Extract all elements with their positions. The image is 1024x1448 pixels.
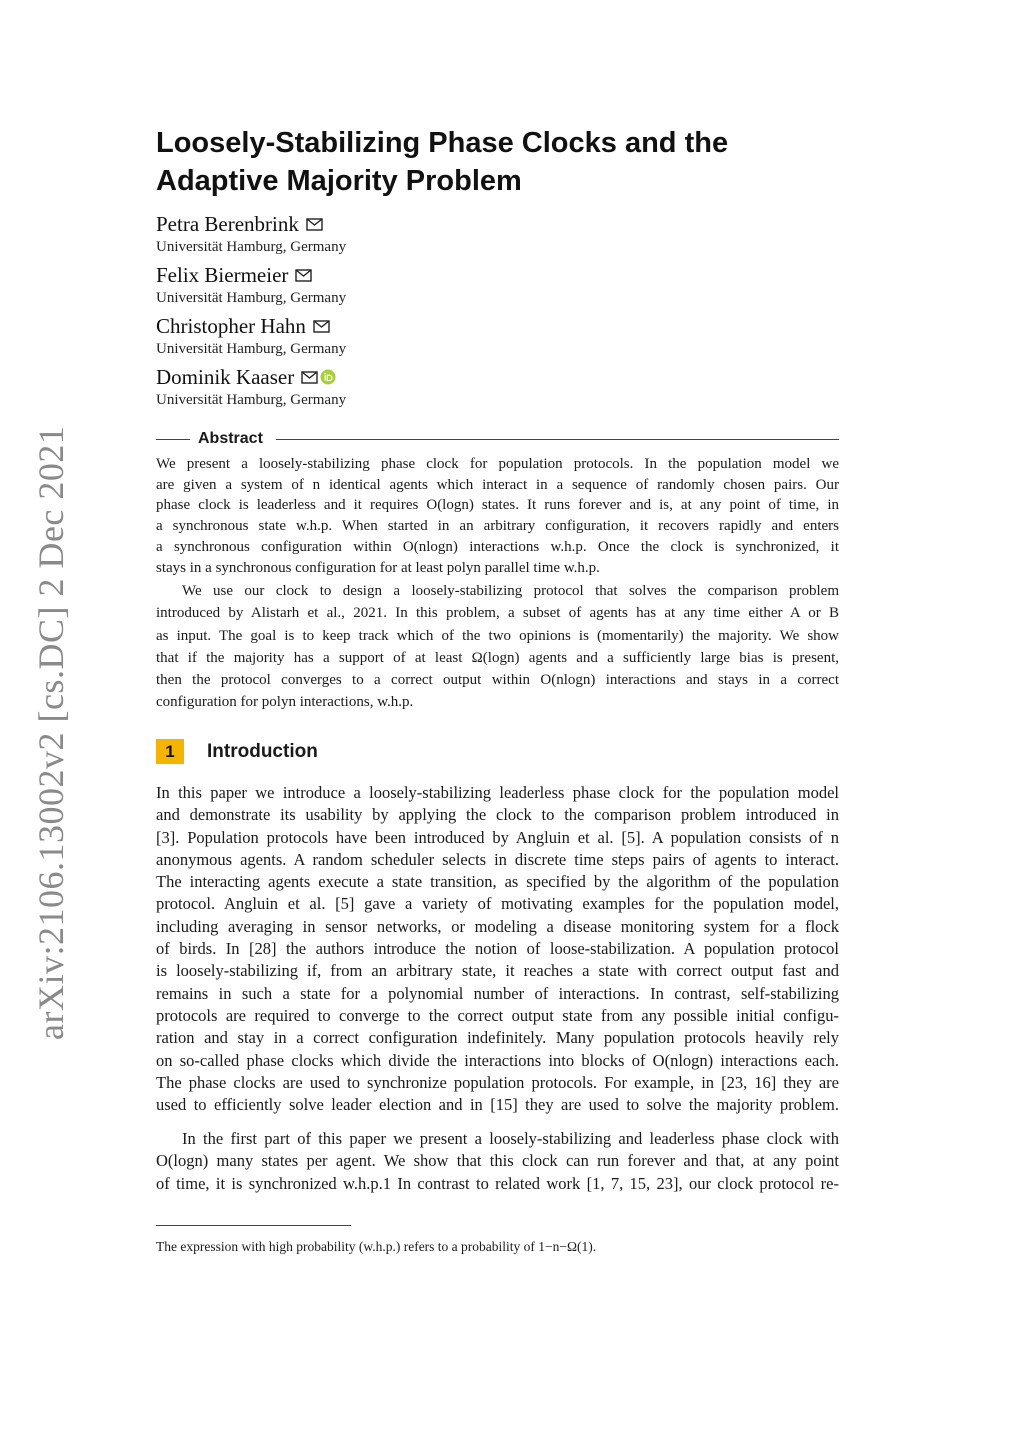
email-icon[interactable] [301, 371, 318, 384]
text-line: The phase clocks are used to synchronize population protocols. For example, in [23, 16] they are [156, 1072, 839, 1092]
text-line: In this paper we introduce a loosely-stabilizing leaderless phase clock for the population model [156, 783, 839, 802]
email-icon[interactable] [313, 320, 330, 333]
text-line: We present a loosely-stabilizing phase clock for population protocols. In the population model we [156, 456, 839, 472]
text-line: In the first part of this paper we present a loosely-stabilizing and leaderless phase clock with [182, 1129, 839, 1148]
text-line: as input. The goal is to keep track which of the two opinions is (momentarily) the majority. We show [156, 627, 839, 644]
text-line: phase clock is leaderless and it requires O(logn) states. It runs forever and is, at any point of time, in [156, 497, 839, 514]
author-affiliation: Universität Hamburg, Germany [156, 392, 347, 408]
section-number: 1 [156, 739, 184, 764]
paper-title [156, 124, 856, 200]
text-line: configuration for polyn interactions, w.h.p. [156, 694, 414, 711]
author-name: Petra Berenbrink [156, 212, 299, 236]
author-affiliation: Universität Hamburg, Germany [156, 290, 347, 306]
author-block [156, 364, 346, 410]
text-line: a synchronous state w.h.p. When started in an arbitrary configuration, it recovers rapidly and enters [156, 518, 839, 535]
rule-right [276, 439, 839, 440]
text-line: protocol. Angluin et al. [5] gave a variety of motivating examples for the population model, [156, 894, 839, 914]
title-line-1: Loosely-Stabilizing Phase Clocks and the [156, 127, 729, 159]
text-line: ration and stay in a correct configuration indefinitely. Many population protocols heavily rely [156, 1028, 839, 1048]
text-line: introduced by Alistarh et al., 2021. In this problem, a subset of agents has at any time either A or B [156, 605, 839, 622]
footnote-rule [156, 1225, 351, 1226]
text-line: [3]. Population protocols have been introduced by Angluin et al. [5]. A population consists of n [156, 827, 839, 847]
author-name: Felix Biermeier [156, 263, 289, 287]
text-line: a synchronous configuration within O(nlogn) interactions w.h.p. Once the clock is synchronized, it [156, 538, 839, 555]
text-line: of time, it is synchronized w.h.p.1 In contrast to related work [1, 7, 15, 23], our clock protocol re- [156, 1173, 839, 1193]
text-line: protocols are required to converge to the correct output state from any possible initial configu- [156, 1005, 839, 1025]
text-line: used to efficiently solve leader election and in [15] they are used to solve the majority problem. [156, 1095, 839, 1115]
intro-paragraph-2 [156, 1128, 839, 1195]
text-line: is loosely-stabilizing if, from an arbitrary state, it reaches a state with correct output fast and [156, 961, 839, 981]
abstract-label: Abstract [198, 430, 263, 447]
text-line: anonymous agents. A random scheduler selects in discrete time steps pairs of agents to interact. [156, 849, 839, 869]
section-title: Introduction [207, 740, 318, 762]
author-block [156, 262, 346, 308]
text-line: including averaging in sensor networks, or modeling a disease monitoring system for a flock [156, 916, 839, 936]
text-line: O(logn) many states per agent. We show that this clock can run forever and that, at any point [156, 1151, 839, 1171]
email-icon[interactable] [306, 218, 323, 231]
text-line: The interacting agents execute a state transition, as specified by the algorithm of the population [156, 872, 839, 892]
abstract-paragraph-1 [156, 454, 839, 578]
email-icon[interactable] [295, 269, 312, 282]
text-line: that if the majority has a support of at least Ω(logn) agents and a sufficiently large bias is present, [156, 649, 839, 666]
text-line: remains in such a state for a polynomial number of interactions. In contrast, self-stabilizing [156, 983, 839, 1003]
author-name: Dominik Kaaser [156, 365, 295, 389]
text-line: We use our clock to design a loosely-stabilizing protocol that solves the comparison problem [182, 583, 839, 599]
abstract-header [156, 429, 839, 449]
author-affiliation: Universität Hamburg, Germany [156, 341, 347, 357]
text-line: then the protocol converges to a correct output within O(nlogn) interactions and stays in a correct [156, 672, 839, 689]
text-line: and demonstrate its usability by applying the clock to the comparison problem introduced in [156, 805, 839, 825]
author-block [156, 313, 346, 359]
text-line: stays in a synchronous configuration for at least polyn parallel time w.h.p. [156, 559, 600, 576]
text-line: on so-called phase clocks which divide the interactions into blocks of O(nlogn) interactions each. [156, 1050, 839, 1070]
rule-left [156, 439, 190, 440]
abstract-paragraph-2 [156, 580, 839, 714]
author-block [156, 211, 346, 257]
arxiv-identifier: arXiv:2106.13002v2 [cs.DC] 2 Dec 2021 [31, 425, 71, 1040]
footnote: The expression with high probability (w.h.p.) refers to a probability of 1−n−Ω(1). [156, 1239, 597, 1254]
title-line-2: Adaptive Majority Problem [156, 165, 522, 197]
author-affiliation: Universität Hamburg, Germany [156, 239, 347, 255]
author-name: Christopher Hahn [156, 314, 306, 338]
text-line: of birds. In [28] the authors introduce the notion of loose-stabilization. A population protocol [156, 939, 839, 959]
text-line: are given a system of n identical agents which interact in a sequence of randomly chosen pairs. Our [156, 476, 839, 493]
intro-paragraph-1 [156, 782, 839, 1116]
orcid-icon[interactable] [320, 369, 336, 385]
section-heading [156, 739, 318, 764]
